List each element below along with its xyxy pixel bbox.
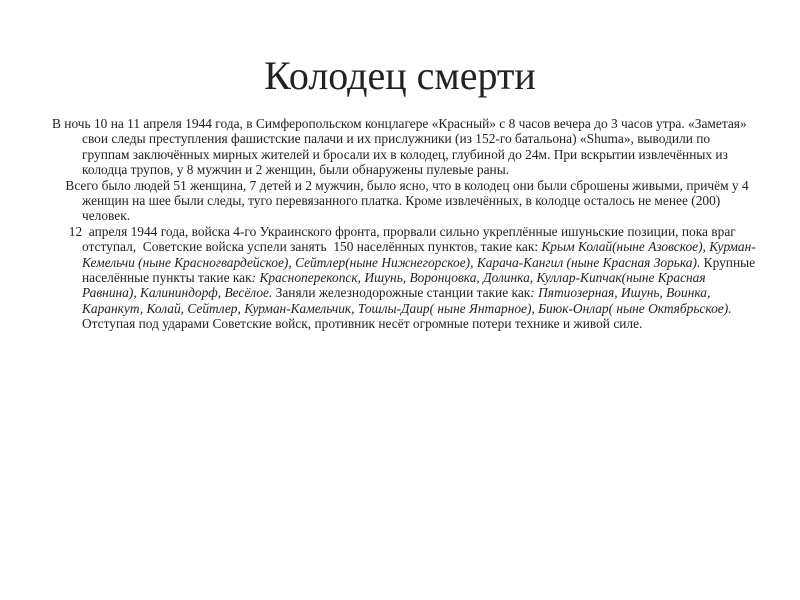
slide-body <box>52 116 760 332</box>
large-settlements-list: : Красноперекопск, Ишунь, Воронцовка, Долинка, Куллар-Кипчак(ныне Красная Равнина), Калининдорф, Весёлое. <box>82 270 706 301</box>
railway-stations-list: : Пятиозерная, Ишунь, Воинка, Каранкут, Колай, Сейтлер, Курман-Камельчик, Тошлы-Даир( ныне Янтарное), Биюк-Онлар( ныне Октябрьское). <box>82 285 732 316</box>
paragraph-3-intro: 12 апреля 1944 года, войска 4-го Украинского фронта, прорвали сильно укреплённые ишуньские позиции, пока враг отступал, Советские войска успели занять 150 населённых пунктов, такие как: <box>52 223 740 255</box>
paragraph-2-text: Всего было людей 51 женщина, 7 детей и 2 мужчин, было ясно, что в колодец они были сброшены живыми, причём у 4 женщин на шее были следы, туго перевязанного платка. Кроме извлечённых, в колодце осталось не менее (200) человек. <box>52 177 753 224</box>
paragraph-1-text: В ночь 10 на 11 апреля 1944 года, в Симферопольском концлагере «Красный» с 8 часов вечера до 3 часов утра. «Заметая» свои следы преступления фашистские палачи и их прислужники (из 152-го батальона) «Shuma», выводили по группам заключённых мирных жителей и бросали их в колодец, глубиной до 24м. При вскрытии извлечённых из колодца трупов, у 8 мужчин и 2 женщин, были обнаружены пулевые раны. <box>52 116 747 178</box>
liberated-settlements-list: Крым Колай(ныне Азовское), Курман-Кемельчи (ныне Красногвардейское), Сейтлер(ныне Нижнегорское), Карача-Кангил (ныне Красная Зорька). <box>82 239 756 270</box>
railway-stations-intro: Заняли железнодорожные станции такие как <box>272 285 531 301</box>
paragraph-1 <box>52 116 760 178</box>
paragraph-2 <box>52 178 760 224</box>
paragraph-3-closing: Отступая под ударами Советские войск, противник несёт огромные потери технике и живой силе. <box>82 316 643 332</box>
slide-title: Колодец смерти <box>264 53 536 98</box>
large-settlements-intro: Крупные населённые пункты такие как <box>82 254 756 286</box>
paragraph-3 <box>52 224 760 332</box>
